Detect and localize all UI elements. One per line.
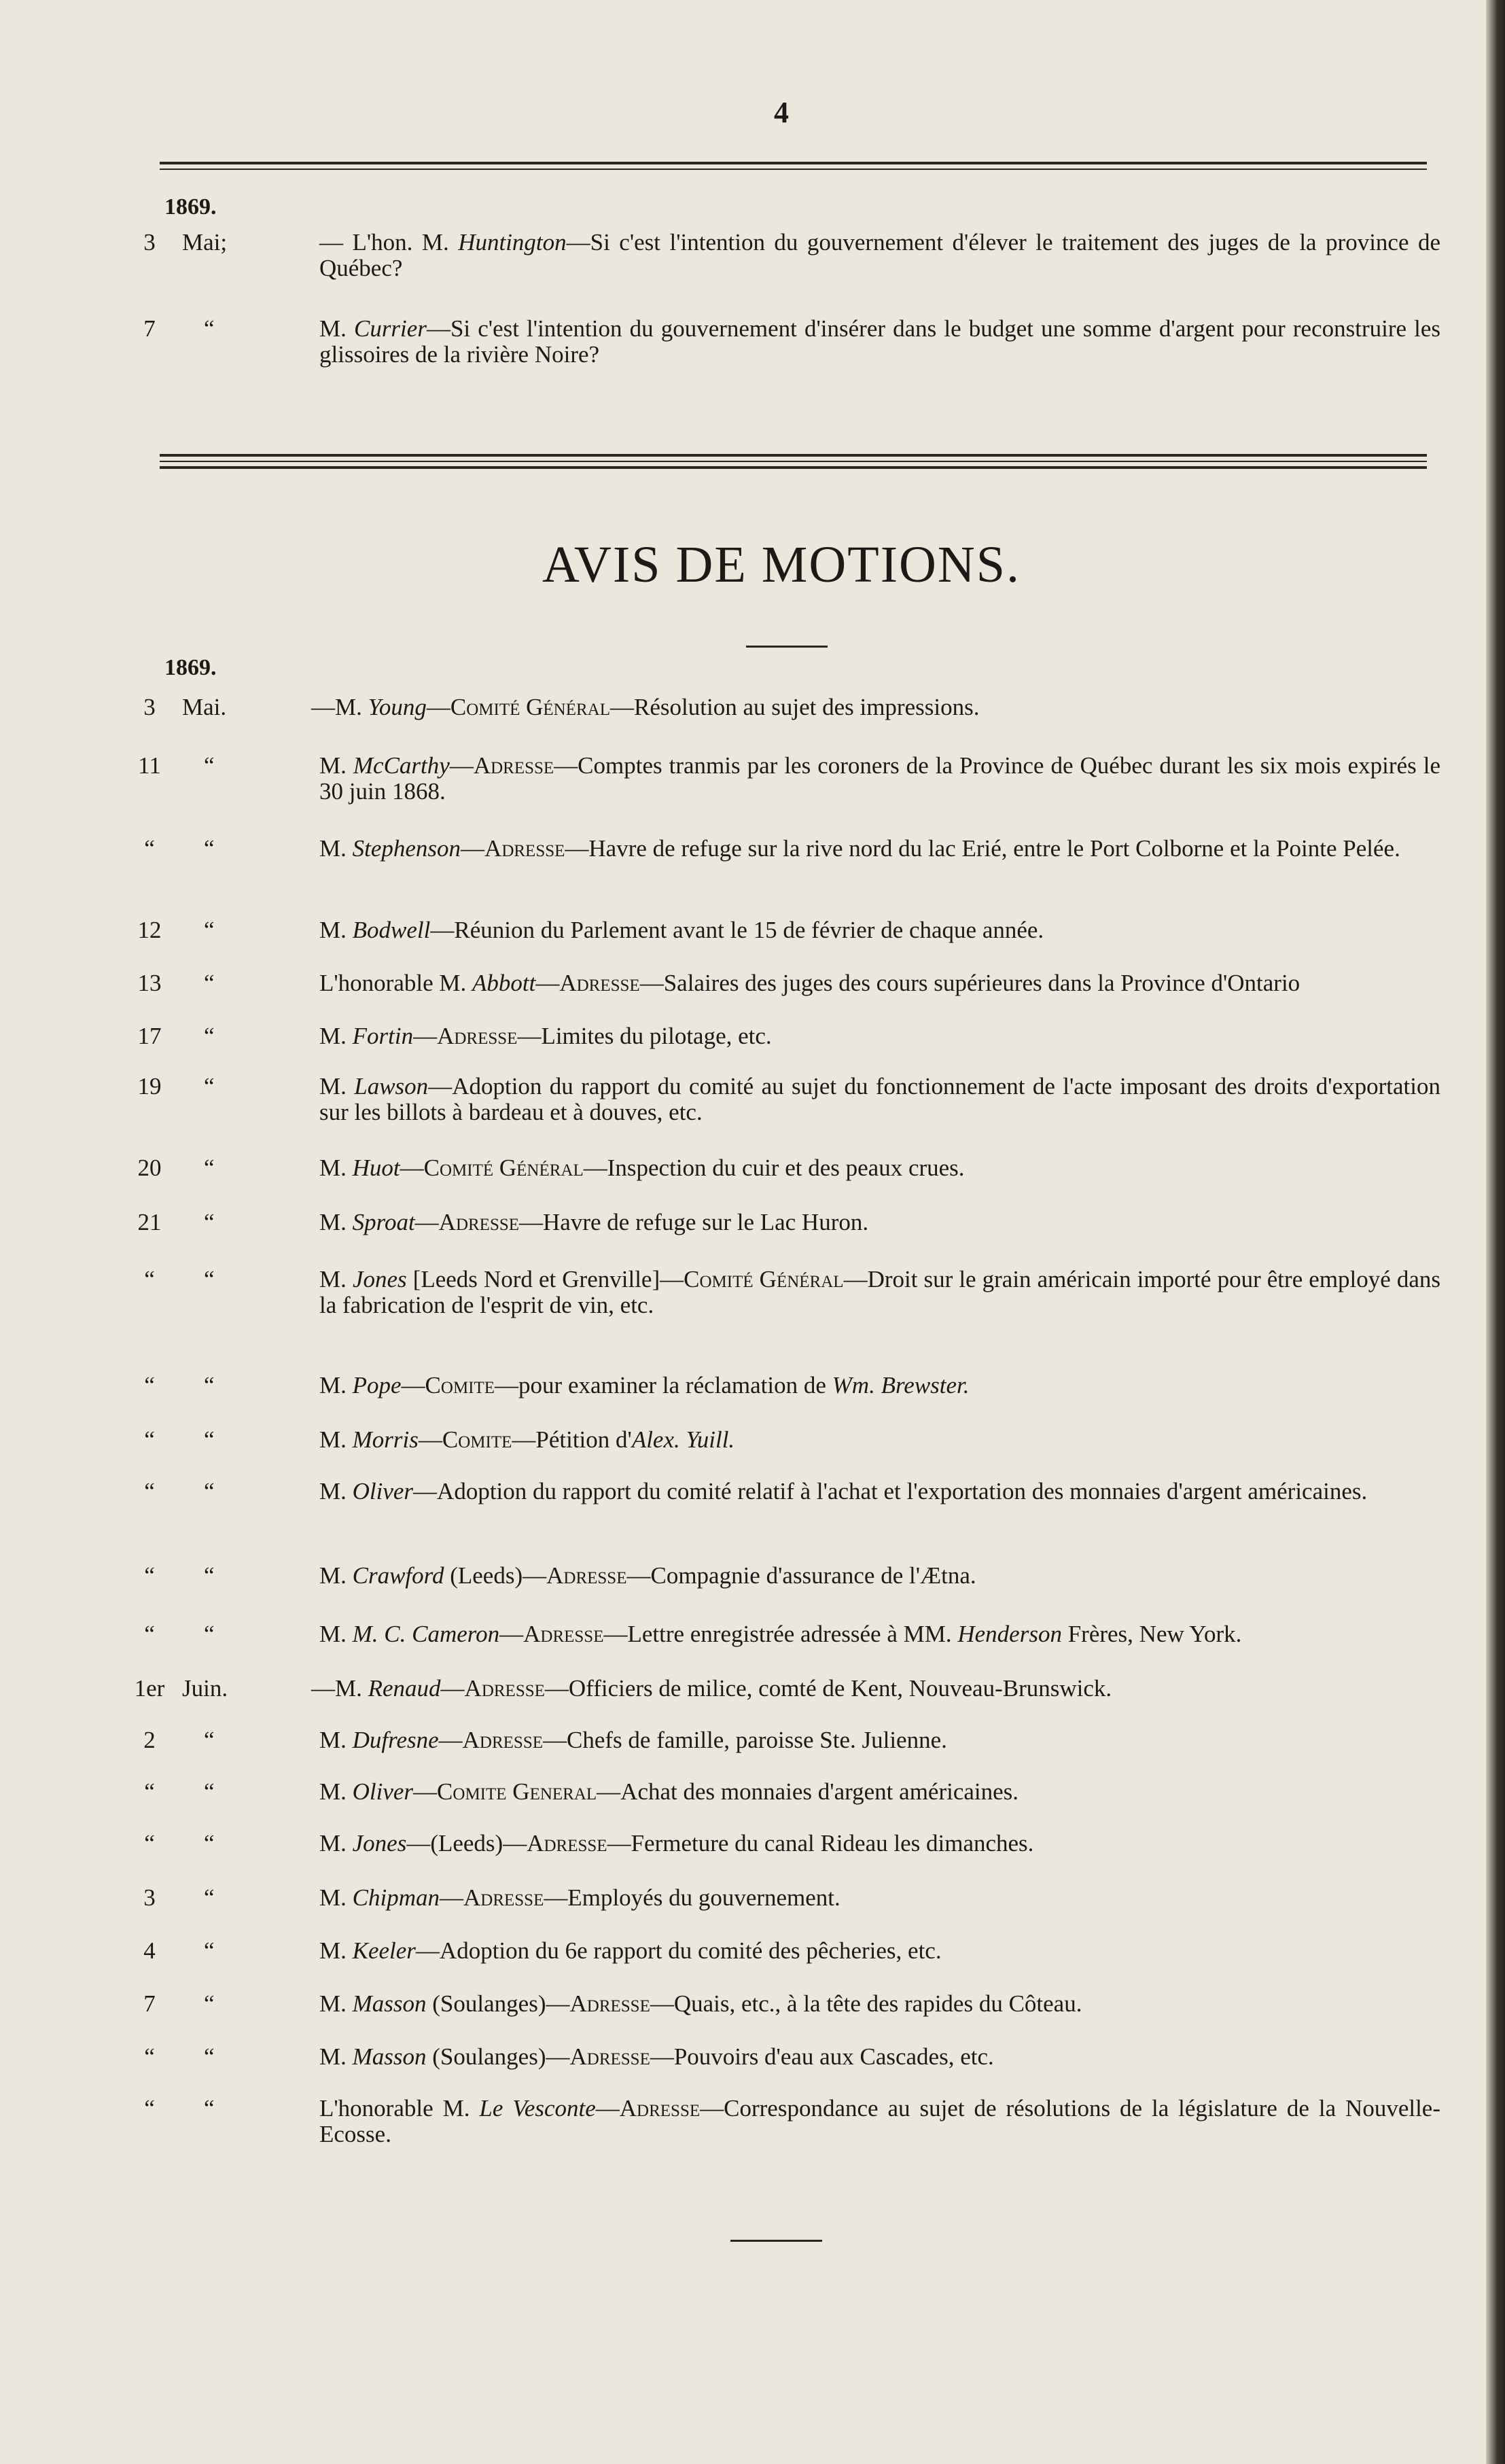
- motion-subject: —Officiers de milice, comté de Kent, Nouveau-Brunswick.: [544, 1675, 1112, 1702]
- motion-subject: —Chefs de famille, paroisse Ste. Julienne.: [543, 1727, 947, 1753]
- dash: —: [461, 835, 485, 862]
- motion-type: Adresse: [527, 1830, 607, 1856]
- entry-day: 7: [143, 315, 156, 342]
- entry-month: “: [204, 1562, 215, 1589]
- top-double-rule: [160, 162, 1427, 170]
- motion-type: Adresse: [569, 2043, 650, 2070]
- member-name: Renaud: [368, 1675, 441, 1702]
- member-name: Huot: [352, 1155, 400, 1181]
- member-name: Chipman: [352, 1884, 440, 1911]
- motion-subject: —pour examiner la réclamation de: [495, 1372, 832, 1398]
- member-name: Dufresne: [352, 1727, 439, 1753]
- entry-lead: —M.: [311, 694, 368, 720]
- entry-day: 17: [137, 1023, 162, 1049]
- member-name: Masson: [352, 2043, 427, 2070]
- entry-lead: M.: [319, 917, 353, 943]
- dash: —: [418, 1426, 442, 1453]
- dash: —: [414, 1209, 439, 1235]
- entry-month: “: [204, 1937, 215, 1964]
- entry-day: 11: [138, 752, 161, 779]
- entry-text: [272, 1023, 1440, 1049]
- entry-lead: L'honorable M.: [319, 2095, 480, 2122]
- entry-lead: M.: [319, 2043, 353, 2070]
- entry-month: “: [204, 1372, 215, 1398]
- dash: —: [595, 2095, 620, 2122]
- entry-day: 4: [143, 1937, 156, 1964]
- motion-subject: —Limites du pilotage, etc.: [517, 1023, 772, 1049]
- motion-type: Adresse: [569, 1990, 650, 2017]
- entry-lead: M.: [319, 1727, 353, 1753]
- motion-subject: —Réunion du Parlement avant le 15 de février de chaque année.: [430, 917, 1044, 943]
- entry-month: “: [204, 1073, 215, 1099]
- entry-text: [272, 1563, 1440, 1589]
- dash: —: [440, 1675, 465, 1702]
- motion-type: Adresse: [473, 752, 554, 779]
- member-riding: (Leeds): [444, 1562, 523, 1589]
- motion-subject: —Havre de refuge sur la rive nord du lac Erié, entre le Port Colborne et la Pointe Pelée.: [565, 835, 1400, 862]
- motion-type: Comité Général: [450, 694, 611, 720]
- entry-lead: M.: [319, 1426, 353, 1453]
- entry-day: “: [144, 1621, 155, 1647]
- entry-lead: M.: [319, 1562, 353, 1589]
- entry-month: “: [204, 1778, 215, 1805]
- entry-lead: L'honorable M.: [319, 970, 473, 996]
- entry-month: “: [204, 1426, 215, 1453]
- member-name: Oliver: [352, 1778, 414, 1805]
- entry-month: “: [204, 970, 215, 996]
- motion-subject: —Si c'est l'intention du gouvernement d'élever le traitement des juges de la province de Québec?: [319, 229, 1440, 281]
- entry-month: “: [204, 315, 215, 342]
- entry-day: “: [144, 1562, 155, 1589]
- entry-text: [272, 1074, 1440, 1125]
- entry-lead: M.: [319, 1830, 353, 1856]
- entry-day: “: [144, 1478, 155, 1504]
- motion-type: Comité Général: [684, 1266, 844, 1292]
- motion-subject: —Fermeture du canal Rideau les dimanches.: [607, 1830, 1034, 1856]
- entry-month: “: [204, 835, 215, 862]
- entry-day: 3: [143, 694, 156, 720]
- entry-day: “: [144, 1426, 155, 1453]
- member-riding: (Soulanges): [426, 1990, 546, 2017]
- entry-month: Mai.: [182, 694, 227, 720]
- member-name: Le Vesconte: [479, 2095, 596, 2122]
- member-name: Morris: [352, 1426, 419, 1453]
- member-name: Sproat: [352, 1209, 415, 1235]
- entry-lead: M.: [319, 1884, 353, 1911]
- entry-lead: M.: [319, 1073, 355, 1099]
- entry-day: 12: [137, 917, 162, 943]
- entry-day: “: [144, 1778, 155, 1805]
- dash: —: [499, 1621, 524, 1647]
- entry-lead: — L'hon. M.: [319, 229, 459, 256]
- entry-lead: M.: [319, 835, 353, 862]
- entry-month: “: [204, 1155, 215, 1181]
- motion-subject: —Havre de refuge sur le Lac Huron.: [519, 1209, 869, 1235]
- entry-text: [272, 2096, 1440, 2147]
- entry-text: [272, 230, 1440, 281]
- section-double-rule: [160, 454, 1427, 469]
- entry-day: “: [144, 2043, 155, 2070]
- motion-subject: —Résolution au sujet des impressions.: [610, 694, 980, 720]
- entry-text: [272, 1427, 1440, 1453]
- entry-text: [272, 1210, 1440, 1235]
- entry-month: “: [204, 1884, 215, 1911]
- motion-subject: —Inspection du cuir et des peaux crues.: [583, 1155, 965, 1181]
- motion-type: Adresse: [437, 1023, 518, 1049]
- motion-subject: —Compagnie d'assurance de l'Ætna.: [626, 1562, 976, 1589]
- motion-subject: —Comptes tranmis par les coroners de la Province de Québec durant les six mois expirés le 30 juin 1868.: [319, 752, 1440, 805]
- motion-subject: —Salaires des juges des cours supérieures dans la Province d'Ontario: [639, 970, 1300, 996]
- entry-day: 1er: [134, 1675, 165, 1702]
- motion-subject: —Achat des monnaies d'argent américaines.: [597, 1778, 1019, 1805]
- entry-month: Juin.: [182, 1675, 228, 1702]
- entry-month: “: [204, 1266, 215, 1292]
- dash: —: [535, 970, 560, 996]
- subject-tail: Frères, New York.: [1061, 1621, 1242, 1647]
- entry-lead: M.: [319, 1990, 353, 2017]
- entry-text: [272, 2044, 1440, 2070]
- entry-lead: M.: [319, 1372, 353, 1398]
- dash: —: [439, 1884, 463, 1911]
- entry-lead: M.: [319, 752, 353, 779]
- entry-lead: M.: [319, 1778, 353, 1805]
- entry-text: [264, 694, 1440, 720]
- dash: —: [426, 694, 450, 720]
- member-name: Jones: [352, 1266, 407, 1292]
- entry-text: [272, 970, 1440, 996]
- entry-day: 21: [137, 1209, 162, 1235]
- motion-subject: —Adoption du rapport du comité au sujet du fonctionnement de l'acte imposant des droits d'exportation sur les billots à bardeau et à douves, etc.: [319, 1073, 1440, 1125]
- entry-day: “: [144, 835, 155, 862]
- dash: —: [546, 2043, 570, 2070]
- entry-lead: M.: [319, 1023, 353, 1049]
- dash: —: [660, 1266, 684, 1292]
- entry-text: [272, 1938, 1440, 1964]
- motion-subject: —Adoption du rapport du comité relatif à l'achat et l'exportation des monnaies d'argent américaines.: [413, 1478, 1368, 1504]
- motion-subject: —Pétition d': [512, 1426, 632, 1453]
- dash: —: [438, 1727, 463, 1753]
- entry-text: [272, 1885, 1440, 1911]
- entry-text: [272, 316, 1440, 368]
- entry-lead: M.: [319, 1478, 353, 1504]
- motion-type: Adresse: [559, 970, 640, 996]
- entry-text: [272, 1479, 1440, 1504]
- member-name: Huntington: [458, 229, 567, 256]
- dash: —: [413, 1778, 438, 1805]
- motion-subject: —Quais, etc., à la tête des rapides du Côteau.: [650, 1990, 1082, 2017]
- dash: —: [503, 1830, 527, 1856]
- motion-type: Adresse: [463, 1884, 544, 1911]
- entry-text: [272, 836, 1440, 862]
- entry-month: “: [204, 1830, 215, 1856]
- entry-lead: M.: [319, 1209, 353, 1235]
- subject-italic: Wm. Brewster.: [832, 1372, 970, 1398]
- member-name: Stephenson: [352, 835, 461, 862]
- entry-day: 19: [137, 1073, 162, 1099]
- entry-month: “: [204, 1209, 215, 1235]
- entry-text: [272, 1727, 1440, 1753]
- entry-text: [264, 1676, 1440, 1702]
- entry-month: “: [204, 1478, 215, 1504]
- entry-month: Mai;: [182, 229, 228, 256]
- section-heading: AVIS DE MOTIONS.: [542, 536, 1021, 593]
- member-riding: [Leeds Nord et Grenville]: [406, 1266, 660, 1292]
- entry-month: “: [204, 1727, 215, 1753]
- entry-lead: M.: [319, 315, 354, 342]
- entry-month: “: [204, 1621, 215, 1647]
- motion-subject: —Pouvoirs d'eau aux Cascades, etc.: [650, 2043, 994, 2070]
- book-binding-edge: [1486, 0, 1505, 2464]
- motion-type: Comite General: [437, 1778, 597, 1805]
- motion-type: Adresse: [464, 1675, 545, 1702]
- member-name: Abbott: [472, 970, 536, 996]
- member-name: Oliver: [352, 1478, 414, 1504]
- subject-italic: Henderson: [957, 1621, 1062, 1647]
- member-name: Young: [368, 694, 427, 720]
- entry-lead: —M.: [311, 1675, 368, 1702]
- entry-month: “: [204, 752, 215, 779]
- entry-lead: M.: [319, 1937, 353, 1964]
- entry-month: “: [204, 917, 215, 943]
- member-riding: —(Leeds): [406, 1830, 503, 1856]
- entry-month: “: [204, 1990, 215, 2017]
- dash: —: [401, 1372, 425, 1398]
- motion-type: Adresse: [546, 1562, 627, 1589]
- member-name: Currier: [353, 315, 427, 342]
- entry-day: 7: [143, 1990, 156, 2017]
- motion-subject: —Lettre enregistrée adressée à MM.: [603, 1621, 958, 1647]
- motion-type: Adresse: [484, 835, 565, 862]
- entry-text: [272, 917, 1440, 943]
- member-name: Bodwell: [352, 917, 431, 943]
- motion-subject: —Si c'est l'intention du gouvernement d'insérer dans le budget une somme d'argent pour reconstruire les glissoires de la rivière Noire?: [319, 315, 1440, 368]
- motion-subject: —Droit sur le grain américain importé pour être employé dans la fabrication de l'esprit de vin, etc.: [319, 1266, 1441, 1318]
- motion-type: Adresse: [619, 2095, 701, 2122]
- entry-text: [272, 1155, 1440, 1181]
- entry-day: 3: [143, 229, 156, 256]
- dash: —: [449, 752, 474, 779]
- subject-italic: Alex. Yuill.: [631, 1426, 735, 1453]
- motion-subject: —Adoption du 6e rapport du comité des pêcheries, etc.: [415, 1937, 942, 1964]
- entry-day: “: [144, 2095, 155, 2122]
- entry-lead: M.: [319, 1266, 353, 1292]
- entry-lead: M.: [319, 1621, 353, 1647]
- entry-day: “: [144, 1266, 155, 1292]
- motion-type: Comite: [442, 1426, 512, 1453]
- end-short-rule: [730, 2240, 822, 2242]
- entry-day: 13: [137, 970, 162, 996]
- entry-month: “: [204, 2043, 215, 2070]
- entry-text: [272, 1991, 1440, 2017]
- dash: —: [546, 1990, 570, 2017]
- entry-text: [272, 1267, 1440, 1318]
- entry-text: [272, 753, 1440, 805]
- entry-text: [272, 1373, 1440, 1398]
- entry-text: [272, 1779, 1440, 1805]
- member-name: M. C. Cameron: [352, 1621, 500, 1647]
- motion-type: Adresse: [462, 1727, 543, 1753]
- motion-type: Adresse: [523, 1621, 604, 1647]
- member-name: Fortin: [352, 1023, 414, 1049]
- entry-day: “: [144, 1830, 155, 1856]
- motion-subject: —Employés du gouvernement.: [544, 1884, 840, 1911]
- entry-day: 20: [137, 1155, 162, 1181]
- motion-type: Comite: [425, 1372, 495, 1398]
- member-name: Pope: [352, 1372, 402, 1398]
- member-name: Masson: [352, 1990, 427, 2017]
- motion-type: Adresse: [438, 1209, 520, 1235]
- entry-day: 3: [143, 1884, 156, 1911]
- heading-short-rule: [746, 646, 828, 648]
- questions-year: 1869.: [164, 194, 217, 219]
- motion-subject: —Correspondance au sujet de résolutions de la législature de la Nouvelle-Ecosse.: [319, 2095, 1440, 2147]
- entry-text: [272, 1621, 1440, 1647]
- member-name: Lawson: [354, 1073, 429, 1099]
- dash: —: [400, 1155, 424, 1181]
- member-name: Jones: [352, 1830, 407, 1856]
- entry-month: “: [204, 2095, 215, 2122]
- member-name: Keeler: [352, 1937, 416, 1964]
- page-number: 4: [774, 96, 789, 129]
- member-name: Crawford: [352, 1562, 444, 1589]
- dash: —: [413, 1023, 438, 1049]
- entry-text: [272, 1831, 1440, 1856]
- member-riding: (Soulanges): [426, 2043, 546, 2070]
- entry-month: “: [204, 1023, 215, 1049]
- entry-lead: M.: [319, 1155, 353, 1181]
- motion-type: Comité Général: [423, 1155, 584, 1181]
- entry-day: “: [144, 1372, 155, 1398]
- member-name: McCarthy: [353, 752, 450, 779]
- dash: —: [523, 1562, 547, 1589]
- motions-year: 1869.: [164, 655, 217, 680]
- entry-day: 2: [143, 1727, 156, 1753]
